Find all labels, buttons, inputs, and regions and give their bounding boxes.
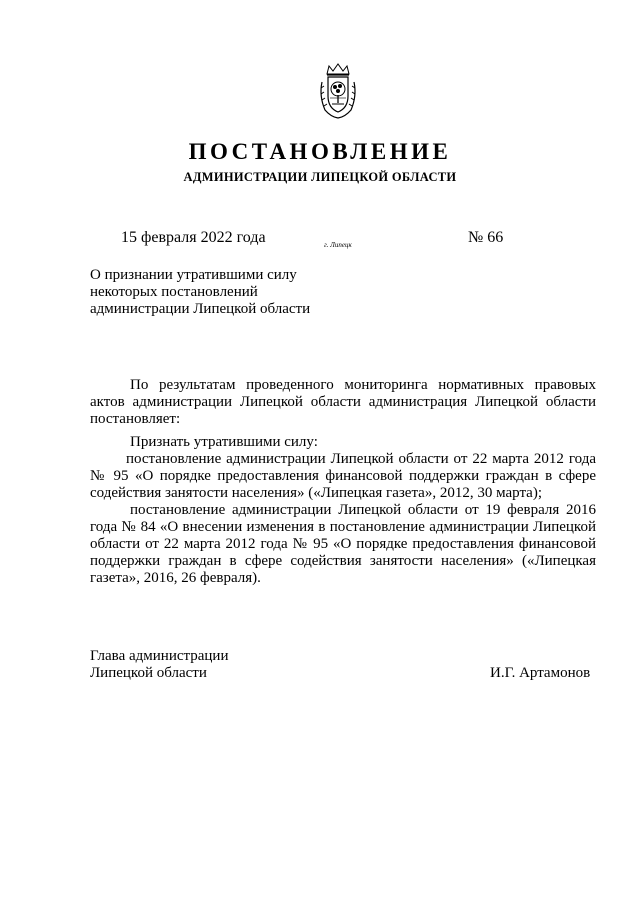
document-title: ПОСТАНОВЛЕНИЕ bbox=[188, 139, 452, 164]
document-city: г. Липецк bbox=[324, 241, 352, 249]
decision-intro: Признать утратившими силу: bbox=[130, 434, 318, 450]
signatory-position bbox=[90, 648, 228, 682]
document-date: 15 февраля 2022 года bbox=[121, 229, 266, 246]
document-number: № 66 bbox=[468, 229, 504, 246]
subject-line: О признании утратившими силу bbox=[90, 267, 297, 283]
preamble-paragraph: По результатам проведенного мониторинга нормативных правовых актов администрации Липецкой области администрация Липецкой области постановляет: bbox=[90, 377, 596, 427]
signatory-name: И.Г. Артамонов bbox=[490, 665, 591, 681]
position-line: Липецкой области bbox=[90, 665, 207, 681]
subject-line: администрации Липецкой области bbox=[90, 301, 311, 317]
subject-line: некоторых постановлений bbox=[90, 284, 258, 300]
repealed-item: постановление администрации Липецкой области от 19 февраля 2016 года № 84 «О внесении изменения в постановление администрации Липецкой области от 22 марта 2012 года № 95 «О порядке предоставления финансовой поддержки граждан в сфере содействия занятости населения» («Липецкая газета», 2016, 26 февраля). bbox=[90, 502, 596, 586]
coat-of-arms-icon bbox=[317, 62, 359, 120]
position-line: Глава администрации bbox=[90, 648, 229, 664]
document-subtitle: АДМИНИСТРАЦИИ ЛИПЕЦКОЙ ОБЛАСТИ bbox=[183, 170, 457, 184]
document-body bbox=[90, 377, 596, 587]
repealed-item: постановление администрации Липецкой области от 22 марта 2012 года № 95 «О порядке предоставления финансовой поддержки граждан в сфере содействия занятости населения» («Липецкая газета», 2012, 30 марта); bbox=[90, 451, 596, 501]
document-subject bbox=[90, 267, 310, 318]
